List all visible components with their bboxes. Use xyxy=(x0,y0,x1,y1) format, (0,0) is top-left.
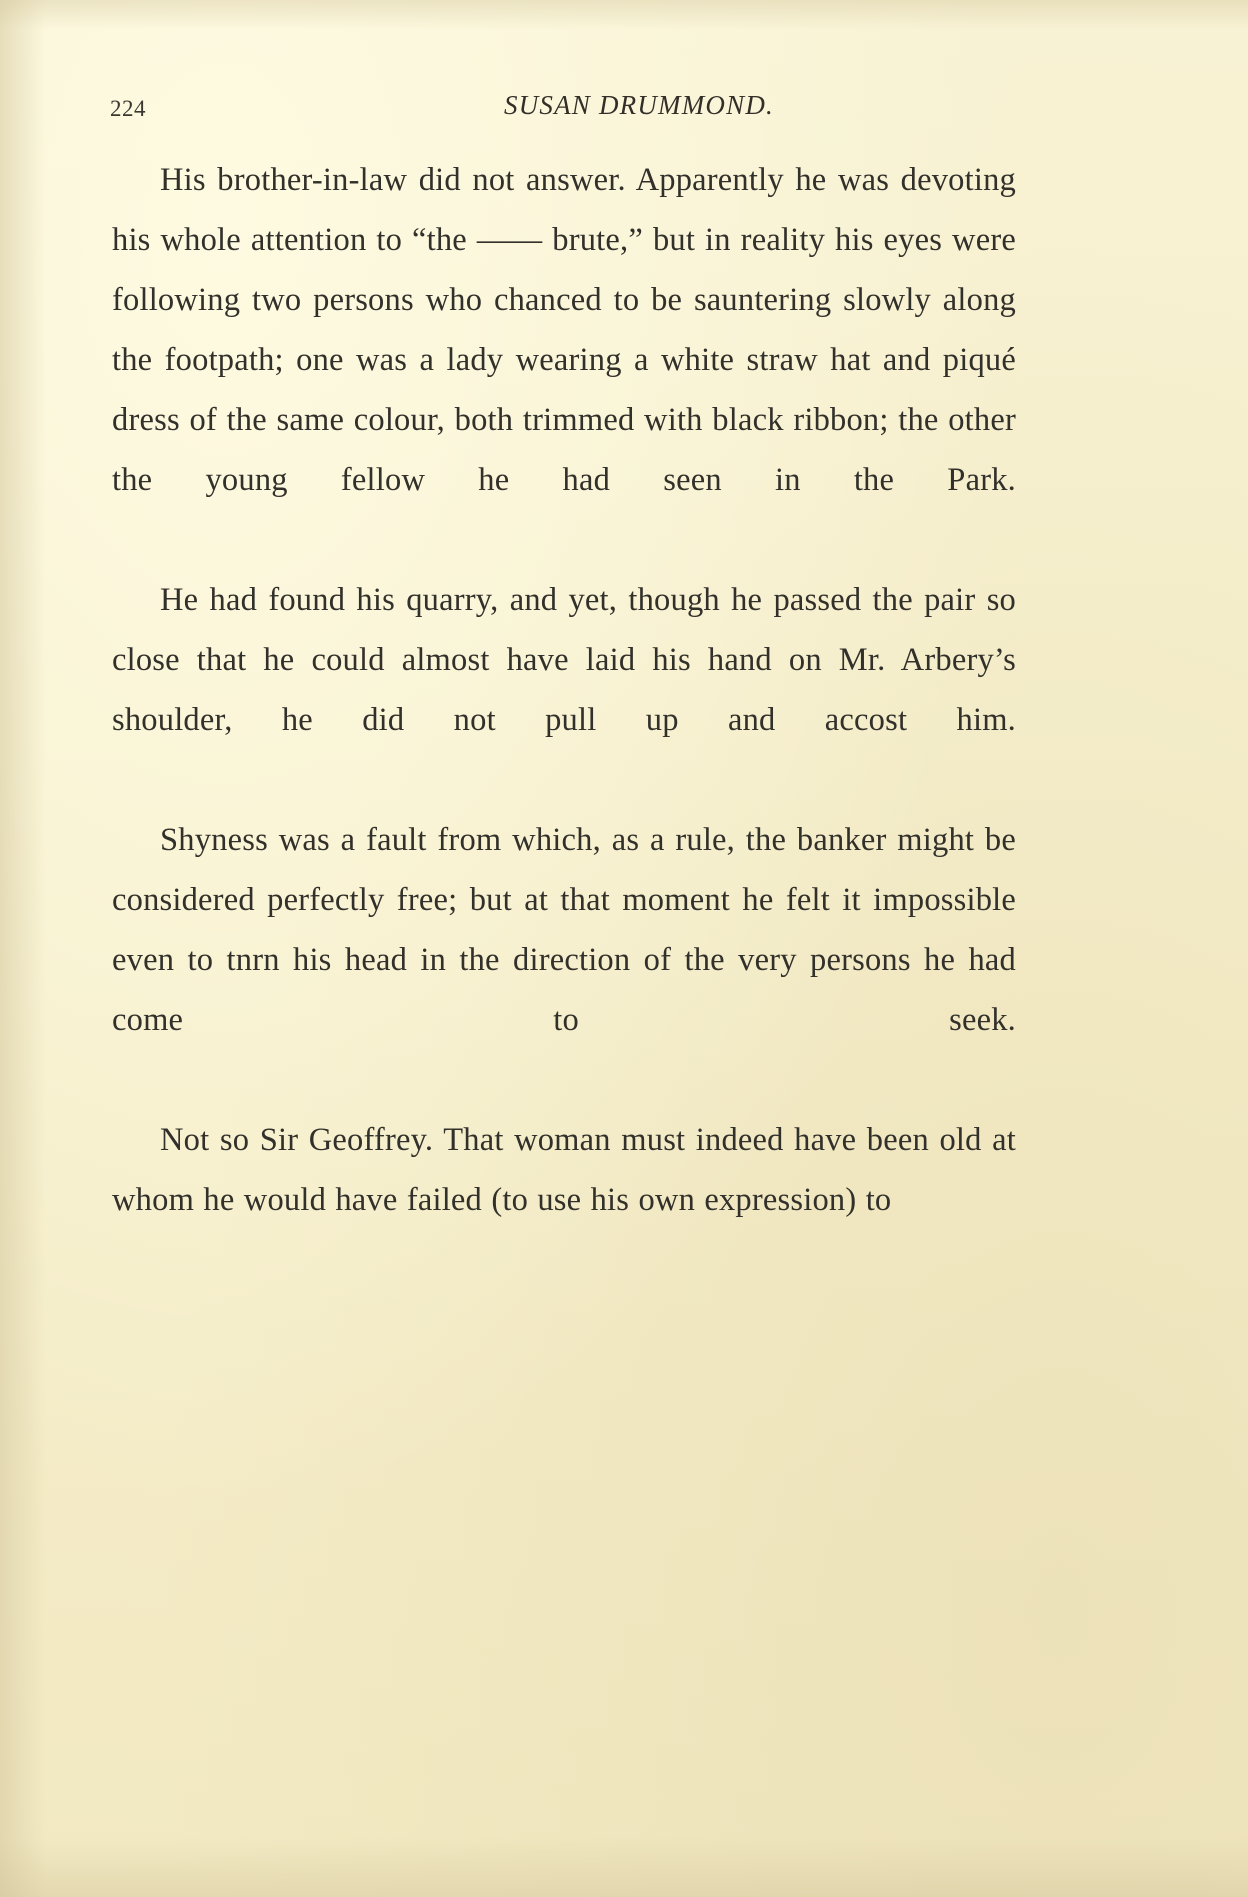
page-edge-shading-left xyxy=(0,0,46,1897)
page-edge-shading-bottom xyxy=(0,1837,1248,1897)
page-number: 224 xyxy=(110,96,146,121)
paragraph: Shyness was a fault from which, as a rule, the banker might be considered perfectly free; but at that moment he felt it impossible even to tnrn his head in the direction of the very persons he had come to seek. xyxy=(112,822,1016,1038)
page-body xyxy=(112,150,1016,1230)
running-title: SUSAN DRUMMOND. xyxy=(504,90,774,120)
paragraph: Not so Sir Geoffrey. That woman must indeed have been old at whom he would have failed (to use his own expression) to xyxy=(112,1122,1016,1218)
paragraph: His brother-in-law did not answer. Apparently he was devoting his whole attention to “the —— brute,” but in reality his eyes were following two persons who chanced to be sauntering slowly along the footpath; one was a lady wearing a white straw hat and piqué dress of the same colour, both trimmed with black ribbon; the other the young fellow he had seen in the Park. xyxy=(112,162,1016,498)
page-edge-shading-top xyxy=(0,0,1248,30)
paragraph: He had found his quarry, and yet, though he passed the pair so close that he could almost have laid his hand on Mr. Arbery’s shoulder, he did not pull up and accost him. xyxy=(112,582,1016,738)
page-header xyxy=(110,90,1138,124)
